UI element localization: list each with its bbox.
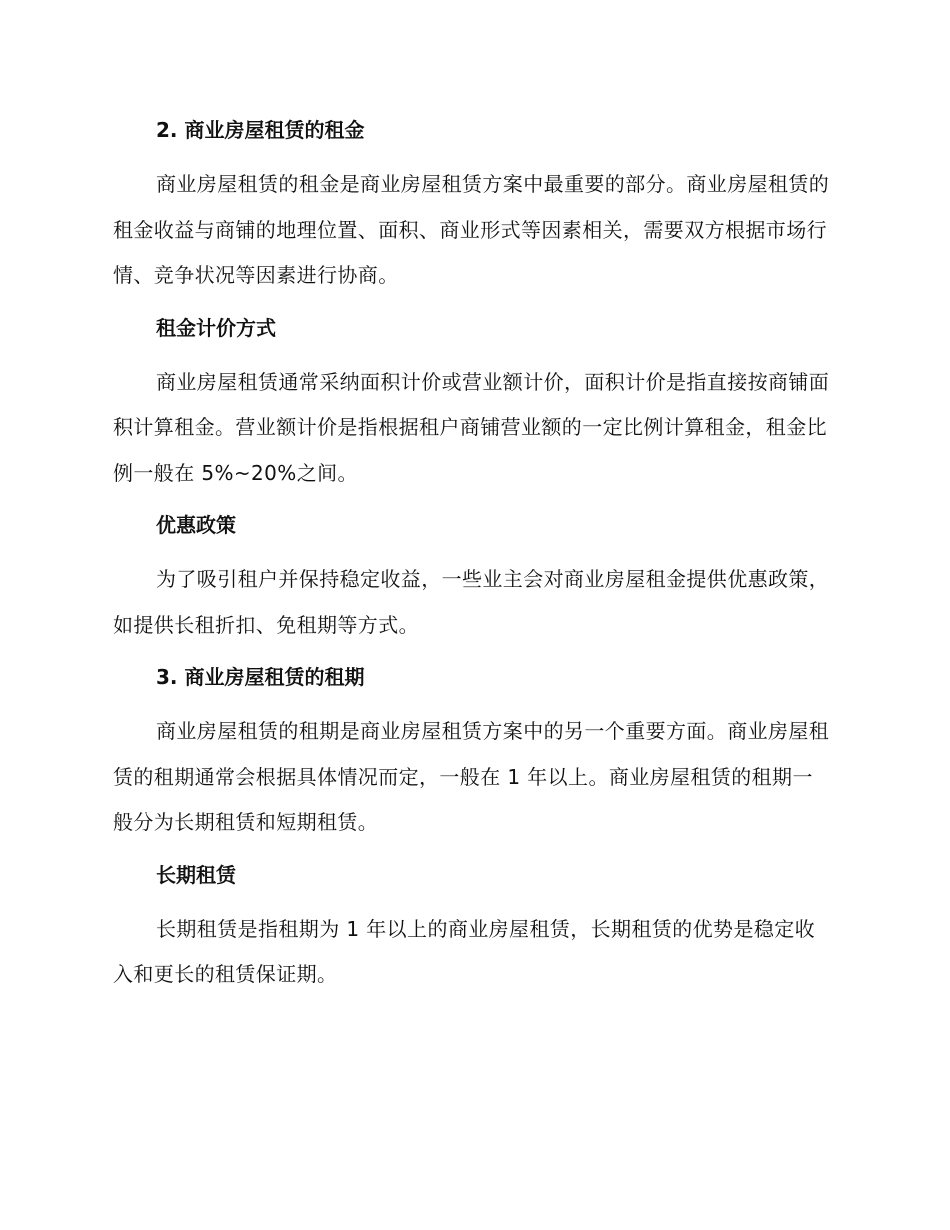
paragraph-term: 商业房屋租赁的租期是商业房屋租赁方案中的另一个重要方面。商业房屋租赁的租期通常会根据具体情况而定，一般在 1 年以上。商业房屋租赁的租期一般分为长期租赁和短期租赁。 — [113, 719, 830, 834]
document-page — [113, 112, 833, 998]
section-heading-term: 3. 商业房屋租赁的租期 — [156, 665, 365, 689]
paragraph-long-term-lease: 长期租赁是指租期为 1 年以上的商业房屋租赁，长期租赁的优势是稳定收入和更长的租赁保证期。 — [113, 916, 816, 986]
paragraph-incentives: 为了吸引租户并保持稳定收益，一些业主会对商业房屋租金提供优惠政策，如提供长租折扣、免租期等方式。 — [113, 567, 830, 637]
section-heading-rent: 2. 商业房屋租赁的租金 — [156, 118, 365, 142]
subheading-long-term-lease: 长期租赁 — [156, 862, 236, 887]
paragraph-pricing-method: 商业房屋租赁通常采纳面积计价或营业额计价，面积计价是指直接按商铺面积计算租金。营业额计价是指根据租户商铺营业额的一定比例计算租金，租金比例一般在 5%~20%之间。 — [113, 369, 830, 485]
paragraph-rent: 商业房屋租赁的租金是商业房屋租赁方案中最重要的部分。商业房屋租赁的租金收益与商铺的地理位置、面积、商业形式等因素相关，需要双方根据市场行情、竞争状况等因素进行协商。 — [113, 172, 830, 287]
subheading-incentives: 优惠政策 — [156, 513, 236, 537]
subheading-pricing-method: 租金计价方式 — [156, 315, 276, 340]
